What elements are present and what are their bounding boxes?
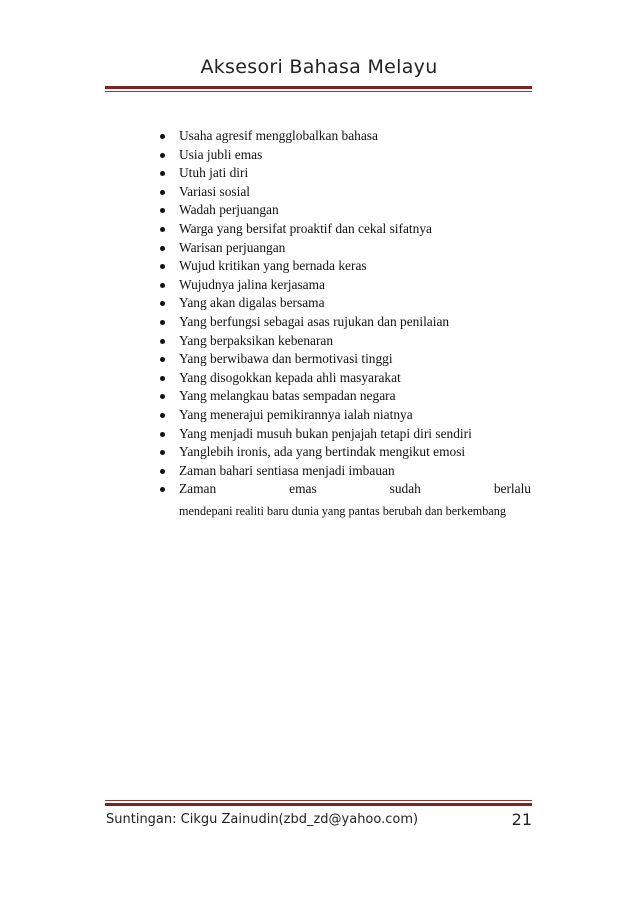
list-item (160, 425, 532, 444)
list-item (160, 462, 532, 481)
bullet-icon (160, 376, 165, 381)
list-item-text: Wujud kritikan yang bernada keras (179, 258, 367, 274)
bullet-icon (160, 432, 165, 437)
list-item-text: Yang berwibawa dan bermotivasi tinggi (179, 351, 393, 367)
bullet-list (160, 127, 532, 499)
list-item (160, 201, 532, 220)
footer-rule-thick (105, 803, 532, 806)
footer-credit: Suntingan: Cikgu Zainudin(zbd_zd@yahoo.com) (106, 812, 419, 827)
list-item (160, 276, 532, 295)
list-item (160, 239, 532, 258)
list-item-text: Wujudnya jalina kerjasama (179, 276, 325, 292)
bullet-icon (160, 246, 165, 251)
bullet-icon (160, 357, 165, 362)
list-item (160, 164, 532, 183)
bullet-icon (160, 487, 165, 492)
bullet-icon (160, 413, 165, 418)
list-item-word: sudah (389, 481, 421, 497)
list-item-text: Yang akan digalas bersama (179, 295, 325, 311)
bullet-icon (160, 227, 165, 232)
list-item-text (179, 480, 531, 499)
list-item (160, 146, 532, 165)
list-item-word: Zaman (179, 481, 217, 497)
list-item-word: berlalu (493, 481, 531, 497)
list-item-text: Usaha agresif mengglobalkan bahasa (179, 128, 378, 143)
list-item-text: Yang menerajui pemikirannya ialah niatnya (179, 406, 413, 422)
bullet-icon (160, 283, 165, 288)
bullet-icon (160, 208, 165, 213)
header-rule-thick (105, 86, 532, 89)
page-number: 21 (511, 810, 532, 829)
list-item (160, 369, 532, 388)
list-item (160, 350, 532, 369)
list-item-text: Yang berpaksikan kebenaran (179, 332, 334, 348)
list-item (160, 313, 532, 332)
list-item-text: Yang berfungsi sebagai asas rujukan dan penilaian (179, 313, 450, 329)
bullet-icon (160, 301, 165, 306)
bullet-icon (160, 134, 165, 139)
list-item-text: Warga yang bersifat proaktif dan cekal sifatnya (179, 220, 432, 236)
list-item-text: Yanglebih ironis, ada yang bertindak mengikut emosi (179, 444, 466, 460)
bullet-icon (160, 469, 165, 474)
list-item-text: Yang disogokkan kepada ahli masyarakat (179, 369, 401, 385)
bullet-icon (160, 171, 165, 176)
footer-rule-thin (105, 800, 532, 801)
list-item-continuation: mendepani realiti baru dunia yang pantas berubah dan berkembang (179, 504, 506, 518)
list-item-text: Usia jubli emas (179, 146, 263, 162)
bullet-icon (160, 320, 165, 325)
bullet-icon (160, 394, 165, 399)
bullet-icon (160, 339, 165, 344)
bullet-icon (160, 190, 165, 195)
list-item (160, 257, 532, 276)
list-item (160, 220, 532, 239)
bullet-icon (160, 153, 165, 158)
list-item-text: Yang menjadi musuh bukan penjajah tetapi diri sendiri (179, 425, 472, 441)
list-item-text: Yang melangkau batas sempadan negara (179, 388, 396, 404)
page-header-title: Aksesori Bahasa Melayu (200, 56, 438, 78)
header-rule-thin (105, 91, 532, 92)
list-item (160, 406, 532, 425)
list-item (160, 480, 532, 499)
list-item (160, 127, 532, 146)
list-item-text: Utuh jati diri (179, 165, 249, 181)
list-item (160, 387, 532, 406)
list-item-text: Zaman bahari sentiasa menjadi imbauan (179, 462, 395, 478)
list-item (160, 183, 532, 202)
bullet-icon (160, 450, 165, 455)
list-item-text: Variasi sosial (179, 183, 251, 199)
list-item-text: Warisan perjuangan (179, 239, 286, 255)
list-item-word: emas (289, 481, 317, 497)
list-item (160, 294, 532, 313)
list-item (160, 443, 532, 462)
bullet-icon (160, 264, 165, 269)
list-item-text: Wadah perjuangan (179, 202, 279, 218)
list-item (160, 332, 532, 351)
